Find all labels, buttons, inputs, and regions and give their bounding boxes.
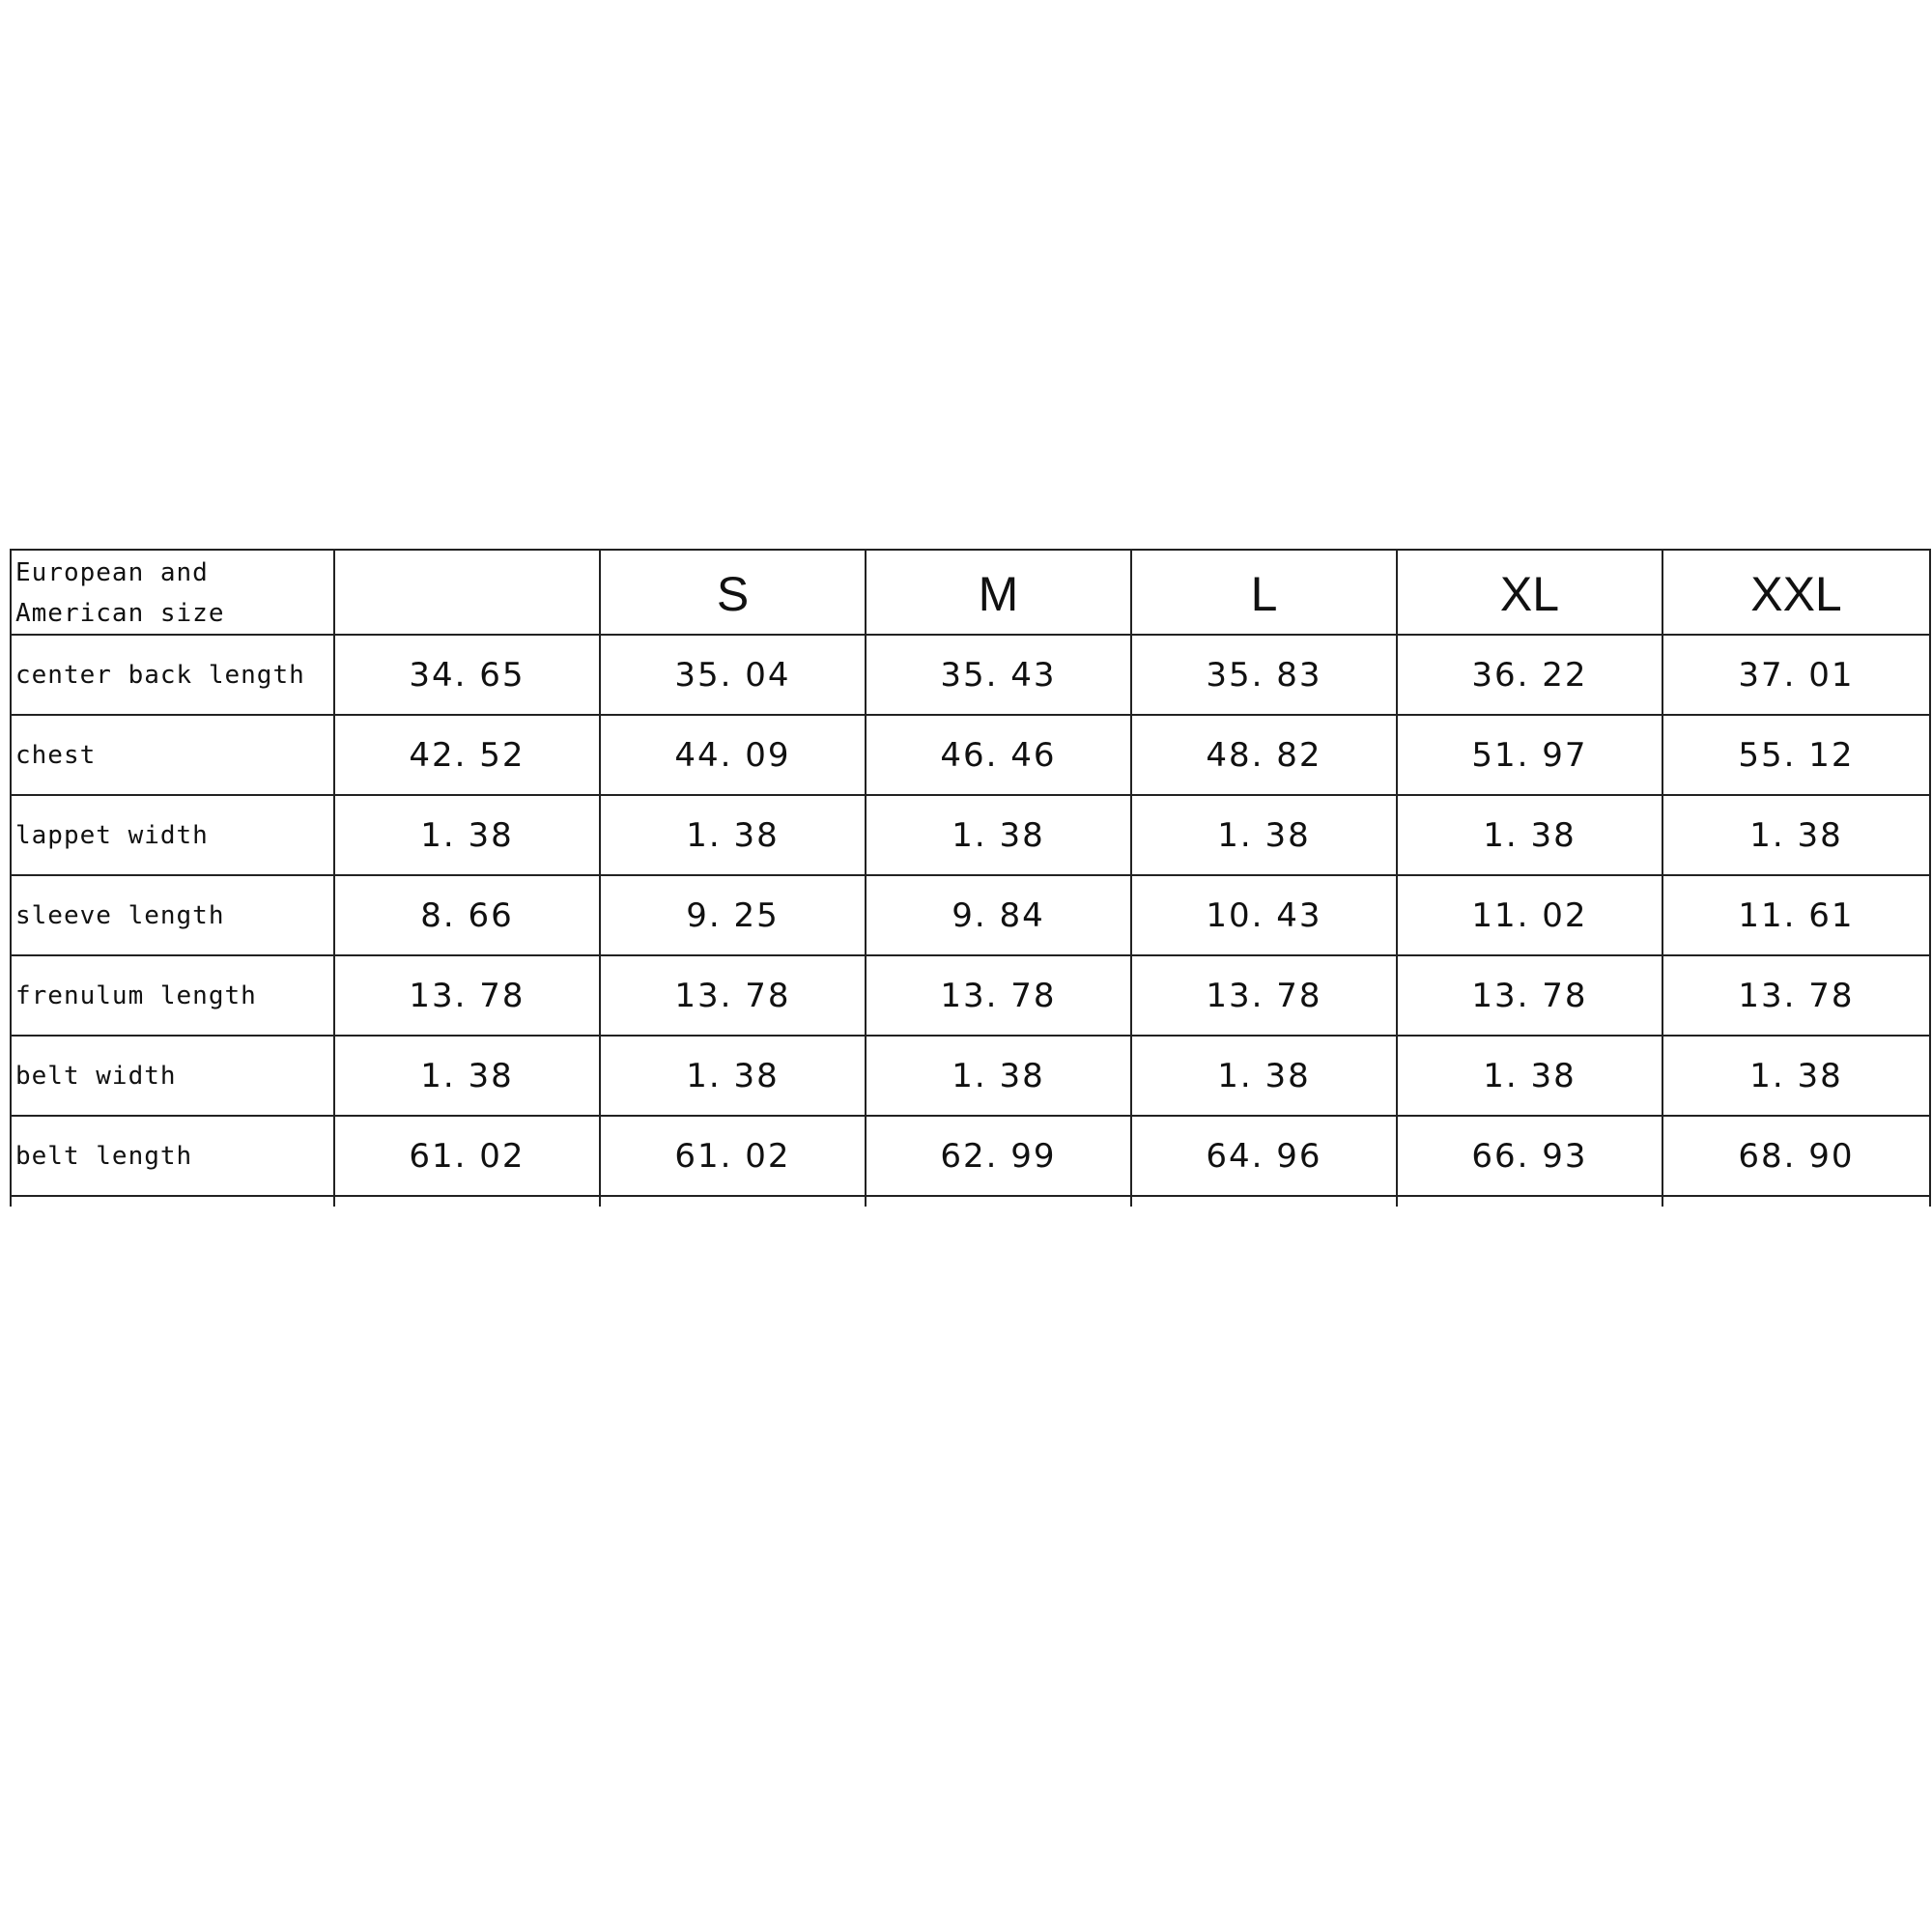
measurement-cell: 13. 78 <box>1131 955 1397 1036</box>
measurement-cell: 1. 38 <box>334 1036 600 1116</box>
measurement-cell: 34. 65 <box>334 635 600 715</box>
measurement-cell: 1. 38 <box>1662 1036 1930 1116</box>
table-body <box>11 550 1930 1207</box>
measurement-cell: 55. 12 <box>1662 715 1930 795</box>
size-header-cell <box>334 550 600 635</box>
table-row <box>11 1036 1930 1116</box>
table-row <box>11 955 1930 1036</box>
measurement-cell: 44. 09 <box>600 715 866 795</box>
measurement-cell: 13. 78 <box>600 955 866 1036</box>
measurement-cell: 10. 43 <box>1131 875 1397 955</box>
stub-cell <box>1662 1196 1930 1207</box>
table-row <box>11 875 1930 955</box>
size-header-cell: XXL <box>1662 550 1930 635</box>
size-header-cell: L <box>1131 550 1397 635</box>
measurement-cell: 13. 78 <box>1397 955 1662 1036</box>
measurement-cell: 37. 01 <box>1662 635 1930 715</box>
row-label-cell: belt width <box>11 1036 334 1116</box>
size-header-cell: M <box>866 550 1131 635</box>
measurement-cell: 68. 90 <box>1662 1116 1930 1196</box>
measurement-cell: 1. 38 <box>600 795 866 875</box>
measurement-cell: 66. 93 <box>1397 1116 1662 1196</box>
measurement-cell: 35. 43 <box>866 635 1131 715</box>
measurement-cell: 1. 38 <box>1131 795 1397 875</box>
measurement-cell: 35. 83 <box>1131 635 1397 715</box>
measurement-cell: 13. 78 <box>334 955 600 1036</box>
measurement-cell: 8. 66 <box>334 875 600 955</box>
measurement-cell: 11. 02 <box>1397 875 1662 955</box>
measurement-cell: 1. 38 <box>334 795 600 875</box>
measurement-cell: 36. 22 <box>1397 635 1662 715</box>
stub-cell <box>600 1196 866 1207</box>
measurement-cell: 51. 97 <box>1397 715 1662 795</box>
row-label-cell: center back length <box>11 635 334 715</box>
row-label-cell: frenulum length <box>11 955 334 1036</box>
size-header-cell: XL <box>1397 550 1662 635</box>
table-row <box>11 1116 1930 1196</box>
measurement-cell: 1. 38 <box>866 1036 1131 1116</box>
corner-header-cell: European and American size <box>11 550 334 635</box>
row-label-cell: chest <box>11 715 334 795</box>
header-row <box>11 550 1930 635</box>
stub-cell <box>1131 1196 1397 1207</box>
measurement-cell: 11. 61 <box>1662 875 1930 955</box>
measurement-cell: 1. 38 <box>1397 795 1662 875</box>
stub-cell <box>866 1196 1131 1207</box>
measurement-cell: 42. 52 <box>334 715 600 795</box>
stub-cell <box>11 1196 334 1207</box>
measurement-cell: 1. 38 <box>1131 1036 1397 1116</box>
measurement-cell: 1. 38 <box>866 795 1131 875</box>
measurement-cell: 13. 78 <box>1662 955 1930 1036</box>
table-row <box>11 795 1930 875</box>
measurement-cell: 35. 04 <box>600 635 866 715</box>
measurement-cell: 13. 78 <box>866 955 1131 1036</box>
row-label-cell: belt length <box>11 1116 334 1196</box>
row-label-cell: sleeve length <box>11 875 334 955</box>
row-label-cell: lappet width <box>11 795 334 875</box>
stub-cell <box>334 1196 600 1207</box>
size-chart-table <box>10 549 1931 1207</box>
table-stub-row <box>11 1196 1930 1207</box>
measurement-cell: 9. 84 <box>866 875 1131 955</box>
measurement-cell: 46. 46 <box>866 715 1131 795</box>
measurement-cell: 62. 99 <box>866 1116 1131 1196</box>
table-row <box>11 715 1930 795</box>
measurement-cell: 64. 96 <box>1131 1116 1397 1196</box>
table-row <box>11 635 1930 715</box>
measurement-cell: 1. 38 <box>1397 1036 1662 1116</box>
measurement-cell: 1. 38 <box>1662 795 1930 875</box>
measurement-cell: 1. 38 <box>600 1036 866 1116</box>
measurement-cell: 48. 82 <box>1131 715 1397 795</box>
stub-cell <box>1397 1196 1662 1207</box>
measurement-cell: 9. 25 <box>600 875 866 955</box>
measurement-cell: 61. 02 <box>334 1116 600 1196</box>
size-header-cell: S <box>600 550 866 635</box>
measurement-cell: 61. 02 <box>600 1116 866 1196</box>
